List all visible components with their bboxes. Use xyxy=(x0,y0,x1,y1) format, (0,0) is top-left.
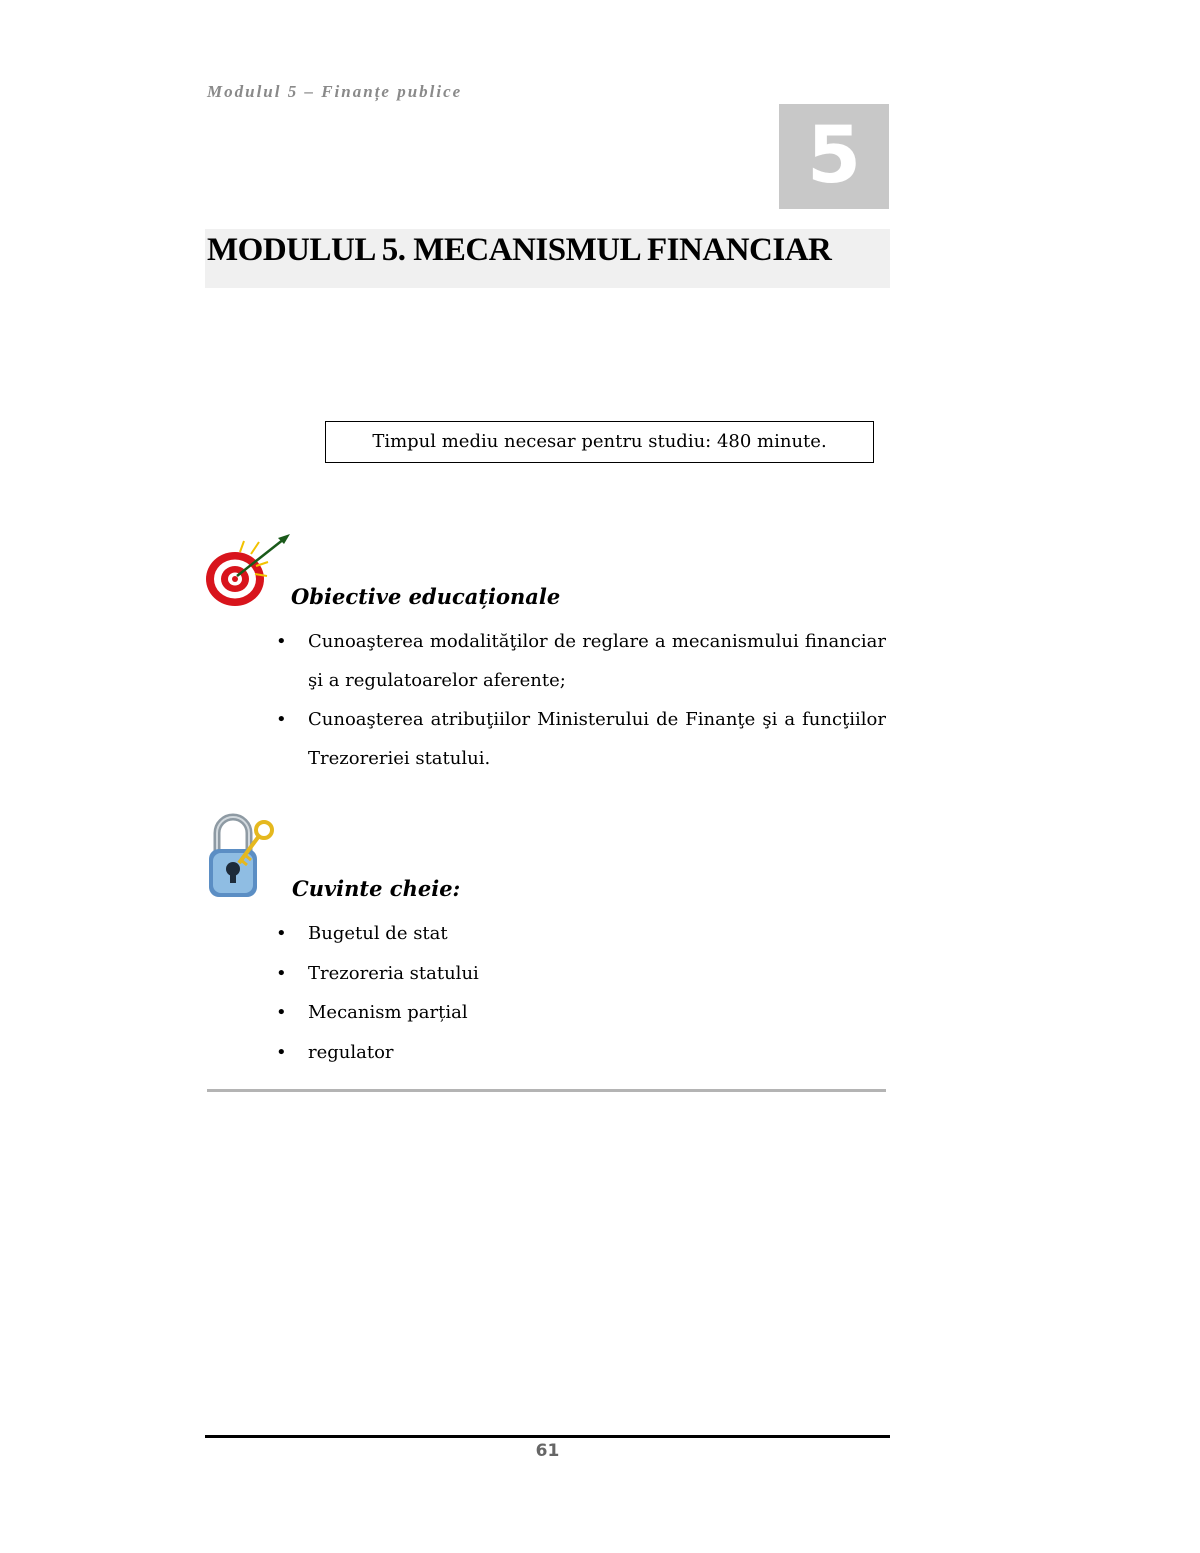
chapter-number-box: 5 xyxy=(779,104,889,209)
study-time-box xyxy=(325,421,874,463)
bullet-icon: • xyxy=(276,631,287,652)
bullet-icon: • xyxy=(276,962,287,984)
keywords-heading: Cuvinte cheie: xyxy=(292,876,461,901)
objective-text: Cunoaşterea atribuţiilor Ministerului de Finanţe şi a funcţiilor Trezoreriei statului. xyxy=(308,709,886,769)
page-number: 61 xyxy=(535,1441,560,1461)
target-arrow-icon xyxy=(204,532,294,612)
list-item xyxy=(276,993,676,1033)
list-item xyxy=(276,700,886,778)
section-divider xyxy=(207,1089,886,1092)
running-header: Modulul 5 – Finanțe publice xyxy=(207,82,463,101)
list-item xyxy=(276,1033,676,1073)
keyword-text: Trezoreria statului xyxy=(308,962,479,984)
keyword-text: Bugetul de stat xyxy=(308,923,448,944)
list-item xyxy=(276,622,886,700)
chapter-title: MODULUL 5. MECANISMUL FINANCIAR xyxy=(207,232,832,268)
padlock-key-icon xyxy=(205,813,277,901)
list-item xyxy=(276,954,676,994)
objective-text: Cunoaşterea modalităţilor de reglare a mecanismului financiar şi a regulatoarelor aferente; xyxy=(308,631,886,691)
study-time-text: Timpul mediu necesar pentru studiu: 480 minute. xyxy=(372,431,827,452)
keyword-text: regulator xyxy=(308,1041,394,1063)
bullet-icon: • xyxy=(276,1041,287,1063)
bullet-icon: • xyxy=(276,923,287,944)
bullet-icon: • xyxy=(276,709,287,730)
keywords-list xyxy=(276,914,676,1072)
objectives-heading: Obiective educaționale xyxy=(291,584,561,609)
objectives-list xyxy=(276,622,886,778)
list-item xyxy=(276,914,676,954)
footer-rule xyxy=(205,1435,890,1438)
bullet-icon: • xyxy=(276,1002,287,1023)
keyword-text: Mecanism parțial xyxy=(308,1002,468,1023)
